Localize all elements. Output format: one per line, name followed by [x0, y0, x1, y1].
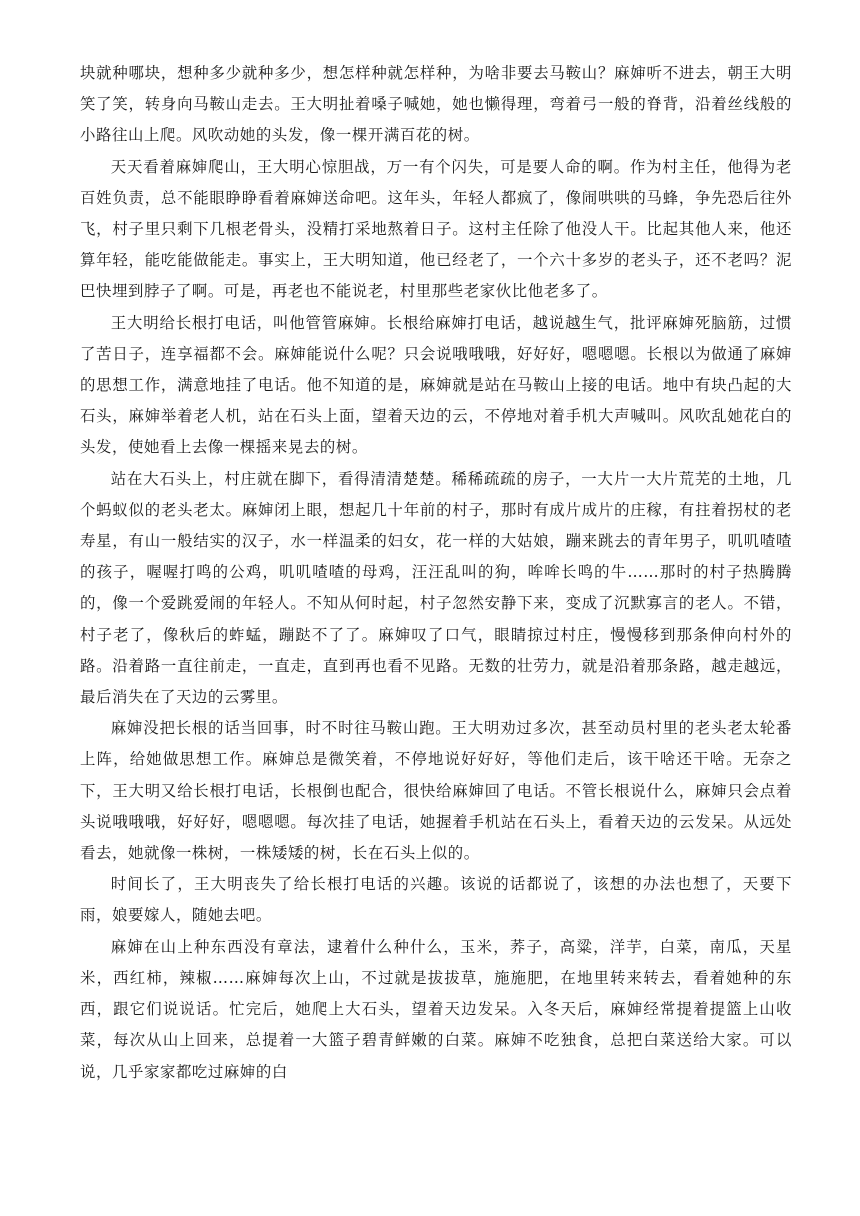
document-page	[80, 58, 792, 1088]
paragraph-5: 麻婶没把长根的话当回事，时不时往马鞍山跑。王大明劝过多次，甚至动员村里的老头老太轮番上阵，给她做思想工作。麻婶总是微笑着，不停地说好好好，等他们走后，该干啥还干啥。无奈之下，王大明又给长根打电话，长根倒也配合，很快给麻婶回了电话。不管长根说什么，麻婶只会点着头说哦哦哦，好好好，嗯嗯嗯。每次挂了电话，她握着手机站在石头上，看着天边的云发呆。从远处看去，她就像一株树，一株矮矮的树，长在石头上似的。	[80, 719, 792, 863]
paragraph-3: 王大明给长根打电话，叫他管管麻婶。长根给麻婶打电话，越说越生气，批评麻婶死脑筋，过惯了苦日子，连享福都不会。麻婶能说什么呢？只会说哦哦哦，好好好，嗯嗯嗯。长根以为做通了麻婶的思想工作，满意地挂了电话。他不知道的是，麻婶就是站在马鞍山上接的电话。地中有块凸起的大石头，麻婶举着老人机，站在石头上面，望着天边的云，不停地对着手机大声喊叫。风吹乱她花白的头发，使她看上去像一棵摇来晃去的树。	[80, 313, 792, 457]
paragraph-6: 时间长了，王大明丧失了给长根打电话的兴趣。该说的话都说了，该想的办法也想了，天要下雨，娘要嫁人，随她去吧。	[80, 875, 792, 925]
paragraph-4: 站在大石头上，村庄就在脚下，看得清清楚楚。稀稀疏疏的房子，一大片一大片荒芜的土地，几个蚂蚁似的老头老太。麻婶闭上眼，想起几十年前的村子，那时有成片成片的庄稼，有拄着拐杖的老寿星，有山一般结实的汉子，水一样温柔的妇女，花一样的大姑娘，蹦来跳去的青年男子，叽叽喳喳的孩子，喔喔打鸣的公鸡，叽叽喳喳的母鸡，汪汪乱叫的狗，哞哞长鸣的牛……那时的村子热腾腾的，像一个爱跳爱闹的年轻人。不知从何时起，村子忽然安静下来，变成了沉默寡言的老人。不错，村子老了，像秋后的蚱蜢，蹦跶不了了。麻婶叹了口气，眼睛掠过村庄，慢慢移到那条伸向村外的路。沿着路一直往前走，一直走，直到再也看不见路。无数的壮劳力，就是沿着那条路，越走越远，最后消失在了天边的云雾里。	[80, 469, 792, 707]
paragraph-2: 天天看着麻婶爬山，王大明心惊胆战，万一有个闪失，可是要人命的啊。作为村主任，他得为老百姓负责，总不能眼睁睁看着麻婶送命吧。这年头，年轻人都疯了，像闹哄哄的马蜂，争先恐后往外飞，村子里只剩下几根老骨头，没精打采地熬着日子。这村主任除了他没人干。比起其他人来，他还算年轻，能吃能做能走。事实上，王大明知道，他已经老了，一个六十多岁的老头子，还不老吗？泥巴快埋到脖子了啊。可是，再老也不能说老，村里那些老家伙比他老多了。	[80, 157, 792, 301]
paragraph-7: 麻婶在山上种东西没有章法，逮着什么种什么，玉米，荞子，高粱，洋芋，白菜，南瓜，天星米，西红柿，辣椒……麻婶每次上山，不过就是拔拔草，施施肥，在地里转来转去，看着她种的东西，跟它们说说话。忙完后，她爬上大石头，望着天边发呆。入冬天后，麻婶经常提着提篮上山收菜，每次从山上回来，总提着一大篮子碧青鲜嫩的白菜。麻婶不吃独食，总把白菜送给大家。可以说，几乎家家都吃过麻婶的白	[80, 937, 792, 1081]
paragraph-1: 块就种哪块，想种多少就种多少，想怎样种就怎样种，为啥非要去马鞍山？麻婶听不进去，朝王大明笑了笑，转身向马鞍山走去。王大明扯着嗓子喊她，她也懒得理，弯着弓一般的脊背，沿着丝线般的小路往山上爬。风吹动她的头发，像一棵开满百花的树。	[80, 64, 792, 145]
